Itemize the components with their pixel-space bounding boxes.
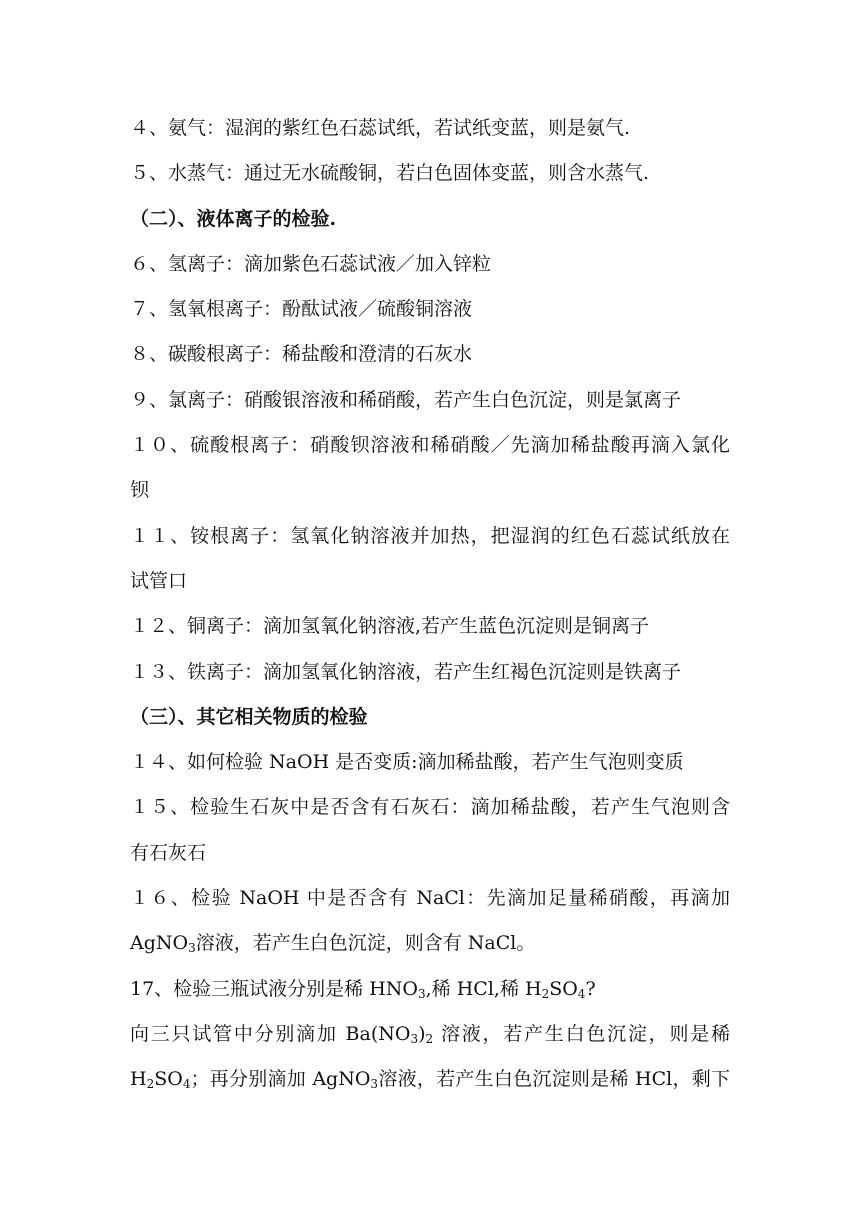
text-segment: ): [418, 1022, 426, 1045]
text-line: ４、氨气：湿润的紫红色石蕊试纸，若试纸变蓝，则是氨气.: [130, 117, 631, 139]
text-line: ７、氢氧根离子：酚酞试液／硫酸铜溶液: [130, 298, 473, 321]
text-segment: 17、检验三瓶试液分别是稀 HNO: [130, 977, 418, 1000]
text-segment: 向三只试管中分别滴加 Ba(NO: [130, 1022, 411, 1045]
text-segment: SO: [549, 977, 578, 1000]
text-line: 有石灰石: [130, 841, 207, 864]
section-heading: （三）、其它相关物质的检验: [130, 705, 368, 728]
subscript: 2: [541, 986, 550, 1001]
text-line: [130, 967, 730, 1012]
text-line: [130, 1057, 730, 1102]
text-line: [130, 921, 730, 966]
text-line: １０、硫酸根离子：硝酸钡溶液和稀硝酸／先滴加稀盐酸再滴入氯化: [130, 434, 730, 457]
text-segment: 溶液，若产生白色沉淀则是稀 HCl，剩下: [378, 1068, 730, 1091]
text-segment: 溶液，若产生白色沉淀，则含有 NaCl。: [195, 932, 536, 955]
subscript: 2: [146, 1077, 155, 1092]
text-segment: ?: [585, 977, 596, 1000]
subscript: 3: [370, 1077, 379, 1092]
document-page: [130, 106, 730, 1103]
text-segment: AgNO: [130, 932, 189, 955]
text-line: １２、铜离子：滴加氢氧化钠溶液,若产生蓝色沉淀则是铜离子: [130, 615, 650, 638]
text-line: 试管口: [130, 569, 188, 592]
subscript: 3: [410, 1031, 419, 1046]
text-line: ８、碳酸根离子：稀盐酸和澄清的石灰水: [130, 343, 473, 366]
text-line: １６、检验 NaOH 中是否含有 NaCl：先滴加足量稀硝酸，再滴加: [130, 887, 730, 910]
subscript: 2: [425, 1031, 434, 1046]
text-line: １１、铵根离子：氢氧化钠溶液并加热，把湿润的红色石蕊试纸放在: [130, 524, 730, 547]
subscript: 4: [577, 986, 586, 1001]
text-line: １３、铁离子：滴加氢氧化钠溶液，若产生红褐色沉淀则是铁离子: [130, 660, 682, 683]
subscript: 3: [188, 941, 196, 956]
text-line: [130, 1012, 730, 1057]
text-line: １４、如何检验 NaOH 是否变质:滴加稀盐酸，若产生气泡则变质: [130, 751, 684, 774]
subscript: 4: [182, 1077, 191, 1092]
text-line: 钡: [130, 479, 150, 502]
text-line: １５、检验生石灰中是否含有石灰石：滴加稀盐酸，若产生气泡则含: [130, 796, 730, 819]
text-segment: ；再分别滴加 AgNO: [190, 1068, 371, 1091]
subscript: 3: [418, 986, 426, 1001]
text-segment: 溶液，若产生白色沉淀，则是稀: [433, 1022, 730, 1045]
text-line: ５、水蒸气：通过无水硫酸铜，若白色固体变蓝，则含水蒸气.: [130, 162, 650, 185]
text-line: ６、氢离子：滴加紫色石蕊试液／加入锌粒: [130, 252, 492, 275]
text-segment: H: [130, 1068, 147, 1091]
text-segment: ,稀 HCl,稀 H: [425, 977, 542, 1000]
text-line: ９、氯离子：硝酸银溶液和稀硝酸，若产生白色沉淀，则是氯离子: [130, 388, 682, 411]
section-heading: （二）、液体离子的检验.: [130, 207, 337, 230]
text-segment: SO: [154, 1068, 183, 1091]
